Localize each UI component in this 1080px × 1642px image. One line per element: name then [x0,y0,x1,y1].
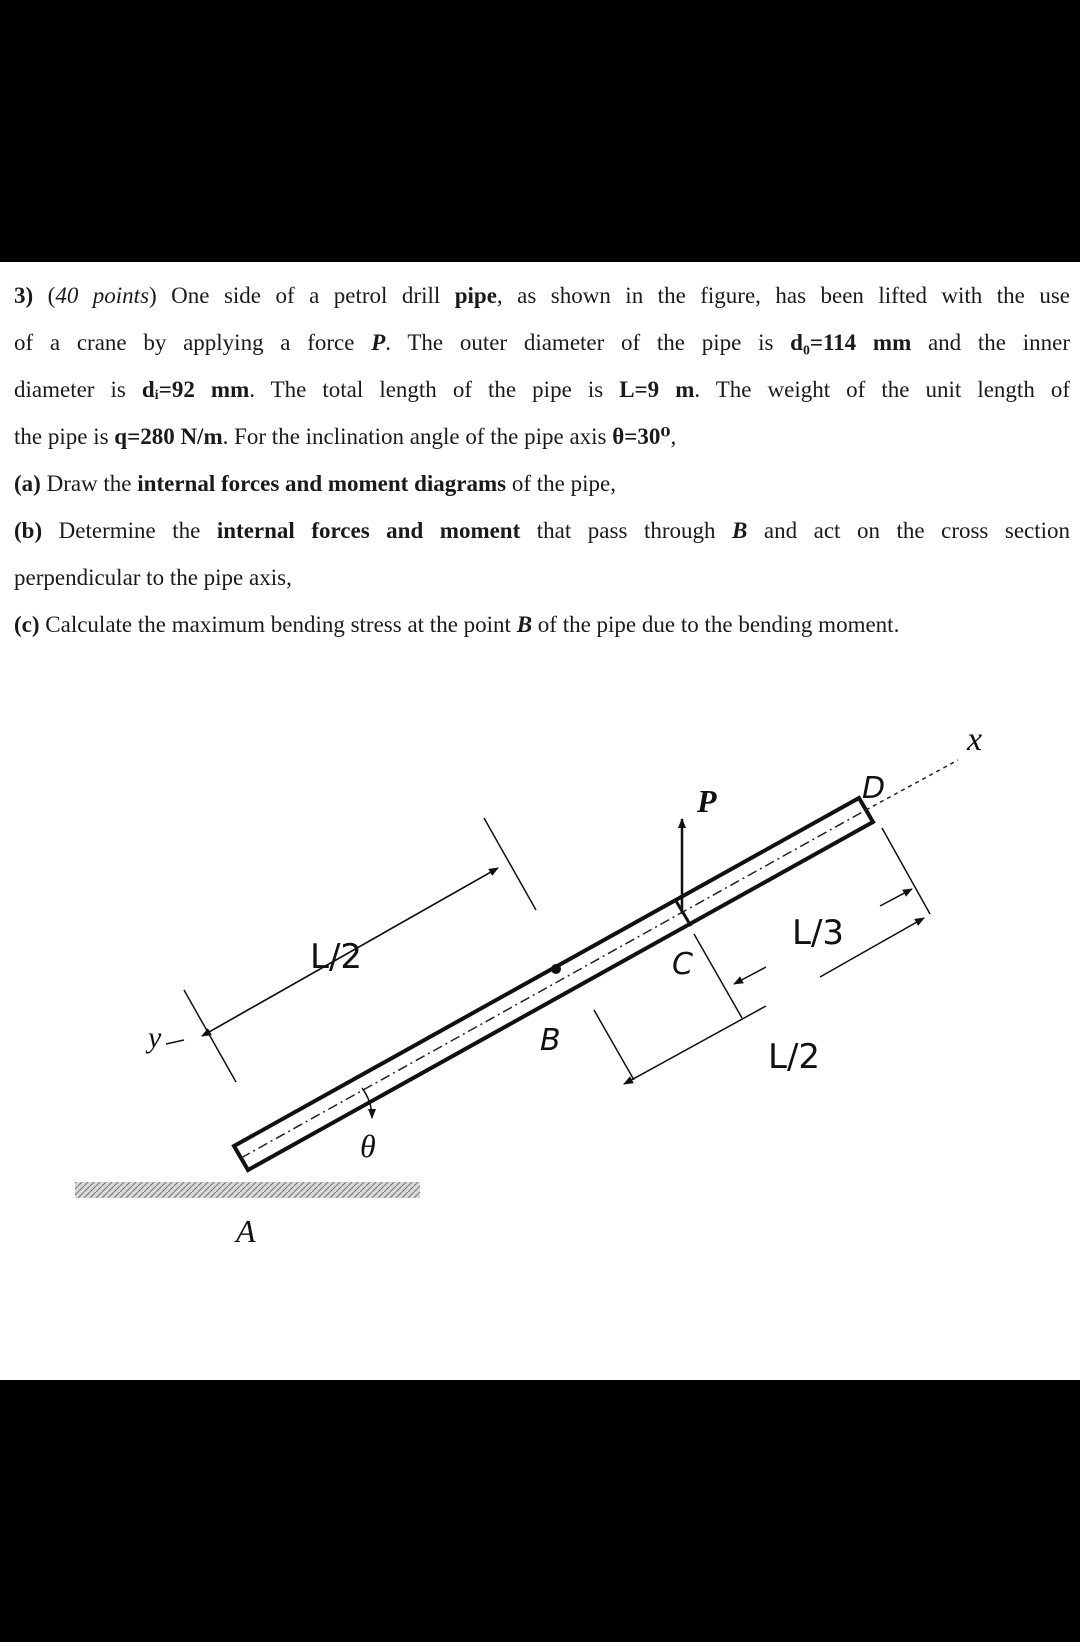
dim-l3-arrow-left [734,967,766,984]
part-c-label: (c) [14,612,40,637]
text-segment: the pipe is [14,424,109,449]
problem-number: 3) [14,283,34,308]
text-segment: and act on the cross section [763,518,1071,543]
label-b: B [540,1023,561,1058]
text-segment: , [670,424,677,449]
text-segment: One side of a petrol drill [171,283,441,308]
pipe-word: pipe [454,283,497,308]
text-segment: of the pipe due to the bending moment. [537,612,900,637]
label-a: A [236,1213,256,1249]
y-axis-mark [166,1040,184,1044]
point-b-symbol: B [516,612,533,637]
label-x: x [967,721,983,758]
extension-line-c [694,934,742,1018]
label-c: C [672,947,693,982]
point-b-symbol: B [732,518,748,543]
text-segment: . The total length of the pipe is [249,377,604,402]
dim-l2-bottom-arrow-left [624,1006,766,1084]
label-l2-bottom: L/2 [768,1037,821,1077]
text-segment: , as shown in the figure, has been lifted with the use [496,283,1071,308]
total-length-value: L=9 m [619,377,695,402]
part-b-emphasis: internal forces and moment [216,518,521,543]
part-a-emphasis: internal forces and moment diagrams [137,471,507,496]
points-label: 40 points [55,283,150,308]
extension-line-b [594,1010,634,1080]
label-y: y [148,1021,162,1054]
pipe-figure [0,262,1080,1380]
unit-weight-value: q=280 N/m [114,424,223,449]
dim-l3-arrow-right [880,889,912,906]
text-segment: Draw the [46,471,132,496]
part-a-label: (a) [14,471,41,496]
text-segment: diameter is [14,377,126,402]
text-segment: . The outer diameter of the pipe is [385,330,774,355]
label-p: P [697,783,717,819]
inner-diameter-value: dᵢ=92 mm [141,377,250,402]
label-theta: θ [360,1128,376,1164]
text-segment: . The weight of the unit length of [694,377,1071,402]
force-symbol: P [371,330,386,355]
extension-line-mid [484,818,536,910]
text-segment: of the pipe, [511,471,616,496]
angle-value: θ=30⁰ [612,424,671,449]
text-segment: that pass through [536,518,716,543]
ground-hatch [75,1182,420,1198]
text-segment: Calculate the maximum bending stress at the point [45,612,511,637]
text-segment: of a crane by applying a force [14,330,355,355]
problem-page [0,262,1080,1380]
label-d: D [862,771,886,806]
text-segment: perpendicular to the pipe axis, [14,565,292,590]
text-segment: Determine the [58,518,201,543]
extension-line-a [184,990,236,1082]
text-segment: and the inner [927,330,1070,355]
pipe-body [234,798,873,1170]
problem-line-1: 3) (40 points) One side of a petrol drill pipe, as shown in the figure, has been lifted with the use [14,283,1071,308]
point-b-marker [551,964,561,974]
label-l3: L/3 [792,913,845,953]
text-segment: . For the inclination angle of the pipe axis [222,424,607,449]
outer-diameter-value: d₀=114 mm [790,330,912,355]
part-b-label: (b) [14,518,43,543]
label-l2-top: L/2 [310,937,363,977]
